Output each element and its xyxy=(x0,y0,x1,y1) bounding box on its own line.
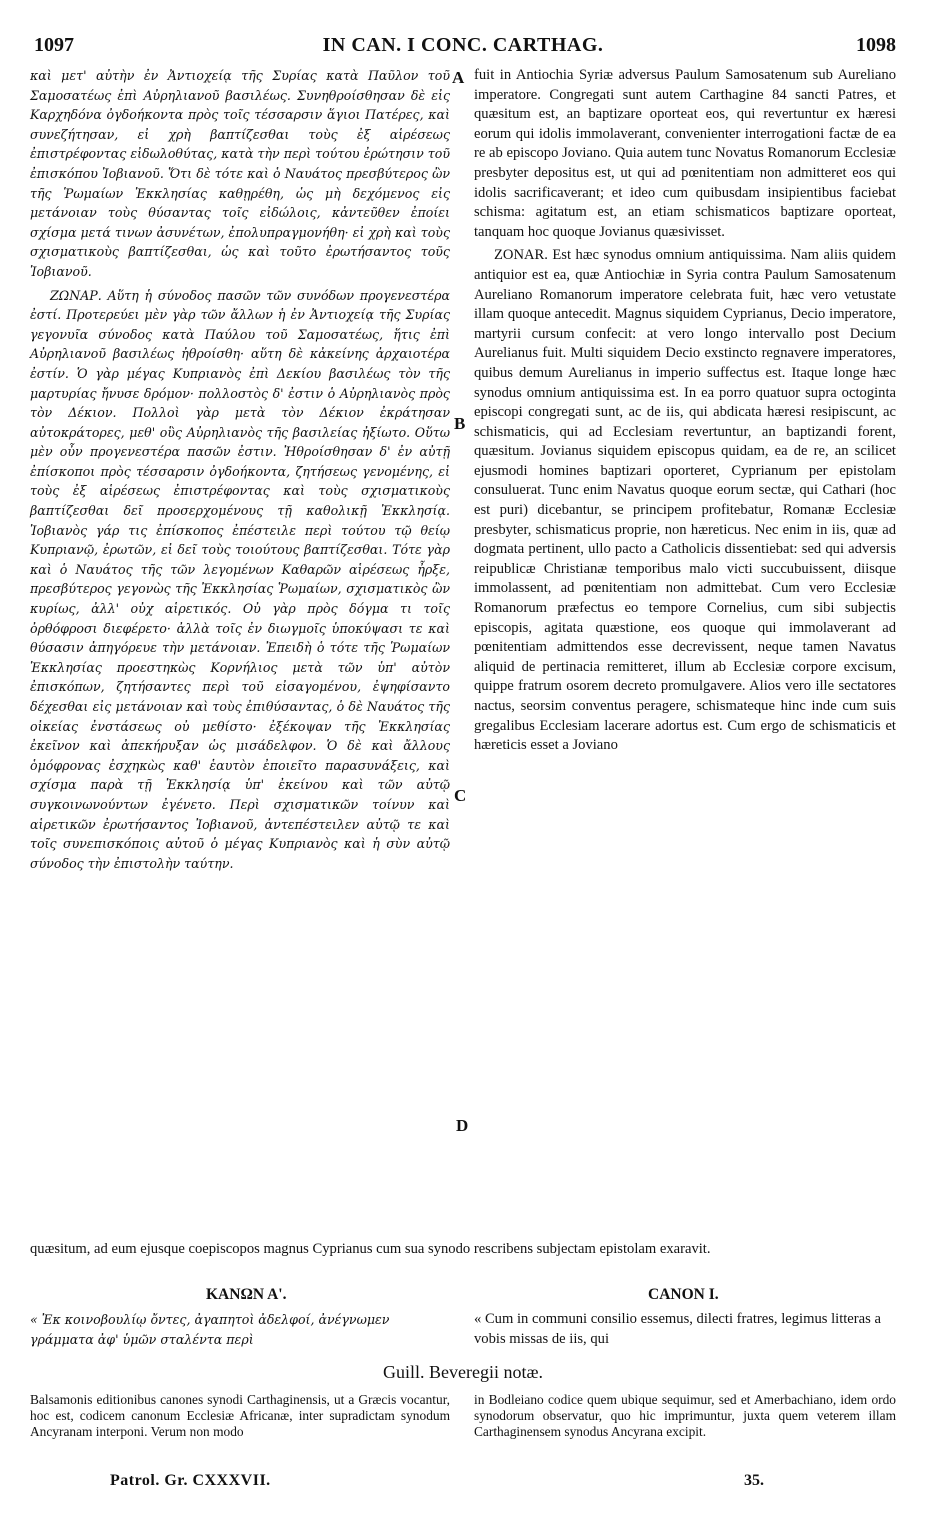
page-number-left: 1097 xyxy=(34,34,74,56)
page-number-right: 1098 xyxy=(856,34,896,56)
canon-greek-text: « Ἐκ κοινοβουλίῳ ὄντες, ἀγαπητοὶ ἀδελφοί, ἀνέγνωμεν γράμματα ἀφ' ὑμῶν σταλέντα περὶ xyxy=(30,1312,390,1347)
greek-paragraph-1: καὶ μετ' αὐτὴν ἐν Ἀντιοχείᾳ τῆς Συρίας κατὰ Παῦλον τοῦ Σαμοσατέως ἐπὶ Αὐρηλιανοῦ βασιλέως. Συνηθροίσθησαν δὲ εἰς Καρχηδόνα ὀγδοήκοντα πρὸς τοῖς τέσσαρσιν ἅγιοι Πατέρες, καὶ συνεζήτησαν, εἰ χρὴ βαπτίζεσθαι τοὺς ἐξ αἱρέσεως ἐπιστρέφοντας εἰδωλοθύτας, κατὰ τὴν περὶ τούτου ἐρώτησιν τοῦ ἐπισκόπου Ἰοβιανοῦ. Ὅτι δὲ τότε καὶ ὁ Ναυάτος πρεσβύτερος ὢν τῆς Ῥωμαίων Ἐκκλησίας καθῃρέθη, ὡς μὴ δεχόμενος εἰς μετάνοιαν τοὺς θύσαντας τοῖς εἰδώλοις, κἀντεῦθεν ἐποίει σχίσμα μετά τινων ἀσυνέτων, ἐπολυπραγμονήθη· εἰ χρὴ καὶ τοὺς σχισματικοὺς βαπτίζεσθαι, ὡς καὶ τοῦτο ἐρωτήσαντος τοῦς Ἰοβιανοῦ. xyxy=(30,68,450,279)
notes-right-column: in Bodleiano codice quem ubique sequimur, sed et Amerbachiano, idem ordo synodorum observatur, quo hic imprimuntur, juxta quem veterem illam Carthaginensem synodus Ancyrana excipit. xyxy=(474,1392,896,1439)
margin-marker-b: B xyxy=(454,414,466,433)
notes-title: Guill. Beveregii notæ. xyxy=(383,1362,543,1382)
latin-column xyxy=(474,66,896,756)
greek-column xyxy=(30,66,450,873)
latin-paragraph-1: fuit in Antiochia Syriæ adversus Paulum Samosatenum sub Aureliano imperatore. Congregati sunt autem Carthagine 84 sancti Patres, et quæsitum est, an baptizare oporteat eos, qui revertuntur ex hæresi eorum qui idolis immolaverant, convenienter interrogationi factæ de ea re ab episcopo Joviano. Quia autem tunc Novatus Romanorum Ecclesiæ presbyter depositus est, ut qui ad pœnitentiam non admitteret eos qui idolis sacrificaverant; et ideo cum quibusdam insipientibus faciebat schisma: agitatum est, an etiam schismaticos baptizare oporteat, tanquam hoc quoque Jovianus quæsivisset. xyxy=(474,67,896,240)
canon-latin-text: « Cum in communi consilio essemus, dilecti fratres, legimus litteras a vobis missas de iis, qui xyxy=(474,1311,881,1347)
footer-signature-number: 35. xyxy=(744,1472,764,1489)
margin-marker-c: C xyxy=(454,786,467,805)
canon-latin-heading: CANON I. xyxy=(648,1286,719,1303)
page-header xyxy=(30,34,896,56)
footer-series-reference: Patrol. Gr. CXXXVII. xyxy=(110,1472,271,1489)
canon-greek-heading: ΚΑΝΩΝ Α'. xyxy=(206,1286,287,1303)
running-title: IN CAN. I CONC. CARTHAG. xyxy=(322,34,604,56)
full-width-continuation: quæsitum, ad eum ejusque coepiscopos magnus Cyprianus cum sua synodo rescribens subjectam epistolam exaravit. xyxy=(30,1241,711,1257)
margin-marker-d: D xyxy=(456,1116,469,1135)
margin-marker-a: A xyxy=(452,68,465,87)
greek-paragraph-zonaras: ΖΩΝΑΡ. Αὕτη ἡ σύνοδος πασῶν τῶν συνόδων προγενεστέρα ἐστί. Προτερεύει μὲν γὰρ τῶν ἄλλων ἡ ἐν Ἀντιοχείᾳ τῆς Συρίας γεγονυῖα σύνοδος κατὰ Παύλου τοῦ Σαμοσατέως, ἥτις ἐπὶ Αὐρηλιανοῦ βασιλέως ἠθροίσθη· αὕτη δὲ κἀκείνης ἀρχαιοτέρα ἐστίν. Ὁ γὰρ μέγας Κυπριανὸς ἐπὶ Δεκίου βασιλέως τὸν τῆς μαρτυρίας ἤνυσε δρόμον· πολλοστὸς δ' ἐστιν ὁ Αὐρηλιανὸς πρὸς τὸν Δέκιον. Πολλοὶ γὰρ μετὰ τὸν Δέκιον ἐκράτησαν αὐτοκράτορες, μεθ' οὓς Αὐρηλιανὸς τῆς βασιλείας ἠξίωτο. Οὕτω μὲν οὖν προγενεστέρα πασῶν ἐστιν. Ἠθροίσθησαν δ' ἐν αὐτῇ ἐπίσκοποι πρὸς τέσσαρσιν ὀγδοήκοντα, ζητήσεως γενομένης, εἰ τοὺς ἐξ αἱρέσεως ἐπιστρέφοντας καὶ τοὺς σχισματικοὺς βαπτίζεσθαι δεῖ προσερχομένους τῇ καθολικῇ Ἐκκλησίᾳ. Ἰοβιανὸς γάρ τις ἐπίσκοπος ἐπέστειλε περὶ τούτου τῷ θείῳ Κυπριανῷ, ἐρωτῶν, εἰ δεῖ τοὺς τοιούτους βαπτίζεσθαι. Τότε γὰρ καὶ ὁ Ναυάτος τῆς τῶν λεγομένων Καθαρῶν αἱρέσεως ἦρξε, πρεσβύτερος γεγονὼς τῆς Ἐκκλησίας Ῥωμαίων, σχισματικὸς ὢν κυρίως, ἀλλ' οὐχ αἱρετικός. Οὐ γὰρ πρὸς δόγμα τι τοῖς ὀρθόφροσι διεφέρετο· ἀλλὰ τοῖς ἐν διωγμοῖς ὑποκύψασι τε καὶ θύσασιν ἀπηγόρευε τὴν μετάνοιαν. Ἐπειδὴ ὁ τότε τῆς Ῥωμαίων Ἐκκλησίας προεστηκὼς Κορνήλιος μετὰ τῶν ὑπ' αὐτὸν ἐπισκόπων, ζητήσαντες περὶ τοῦ εἰσαγομένου, ἐψηφίσαντο δέχεσθαι εἰς μετάνοιαν καὶ τοὺς ἐπιθύσαντας, ὁ δὲ Ναυάτος τῆς οἰκείας ἐνστάσεως οὐ μεθίστο· ἐξέκοψαν τῆς Ἐκκλησίας ἐκεῖνον καὶ ἀπεκήρυξαν ὡς μισάδελφον. Ὁ δὲ καὶ ἄλλους ὁμόφρονας ἐσχηκὼς καθ' ἑαυτὸν ἐποιεῖτο παρασυνάξεις, καὶ σχίσμα παρὰ τῇ Ἐκκλησίᾳ ὑπ' ἐκείνου καὶ τῶν αὐτῷ συγκοινωνούντων ἐγένετο. Περὶ σχισματικῶν τοίνυν καὶ αἱρετικῶν ἐρωτήσαντος Ἰοβιανοῦ, ἀντεπέστειλεν αὐτῷ τε καὶ τοῖς συνεπισκόποις αὐτοῦ ὁ μέγας Κυπριανὸς καὶ ἡ σὺν αὐτῷ σύνοδος τὴν ἐπιστολὴν ταύτην. xyxy=(30,287,450,871)
notes-left-column: Balsamonis editionibus canones synodi Carthaginensis, ut a Græcis vocantur, hoc est, codicem canonum Ecclesiæ Africanæ, inter supradictam synodum Ancyranam interponi. Verum non modo xyxy=(30,1392,450,1439)
latin-paragraph-zonaras: ZONAR. Est hæc synodus omnium antiquissima. Nam aliis quidem antiquior est ea, quæ Antiochiæ in Syria contra Paulum Samosatenum Aureliano Romanorum imperatore celebrata fuit, hæc vero vetustate illam quoque antecedit. Magnus siquidem Cyprianus, Decio imperatore, martyrii cursum confecit: at vero longo intervallo post Decium Aurelianus fuit. Multi siquidem Decio exstincto regnavere imperatores, quibus demum Aurelianus in imperio suffectus est. Itaque longe hæc synodus omnium antiquissima est. In ea porro quatuor supra octoginta episcopi congregati sunt, ac de iis, qui abdicata hæresi resipiscunt, ac schismaticis, qui ad Ecclesiam revertuntur, an baptizandi forent, quæsitum. Jovianus siquidem episcopus quidam, ea de re, an scilicet ejusmodi homines baptizari oporteret, Cyprianum per epistolam consuluerat. Tunc enim Navatus quoque eorum sectæ, qui Cathari (hoc est puri) dicebantur, se principem profitebatur, Romanæ Ecclesiæ presbyter, schismaticus proprie, non hæreticus. Nec enim in iis, quæ ad dogmata pertinent, ullo pacto a Catholicis dissentiebat: sed qui adversis reipublicæ Christianæ temporibus malo victi succubuissent, diisque immolassent, ad pœnitentiam non admittebat. Cum vero Ecclesiæ Romanorum præfectus eo tempore Cornelius, cum sibi subjectis episcopis, agitata quæstione, eos quoque qui immolaverant ad pœnitentiam admittendos esse decrevissent, neque tamen Navatus aliquid de pertinacia remitteret, illum ab Ecclesiæ corpore excisum, quippe fratrum osorem decreto promulgavere. Alios vero ille sectatores nactus, seorsim conventus peragere, schismateque hinc inde cum suis gregalibus Ecclesiam lacerare adortus est. Cum ergo de schismaticis et hæreticis esset a Joviano xyxy=(474,247,896,754)
